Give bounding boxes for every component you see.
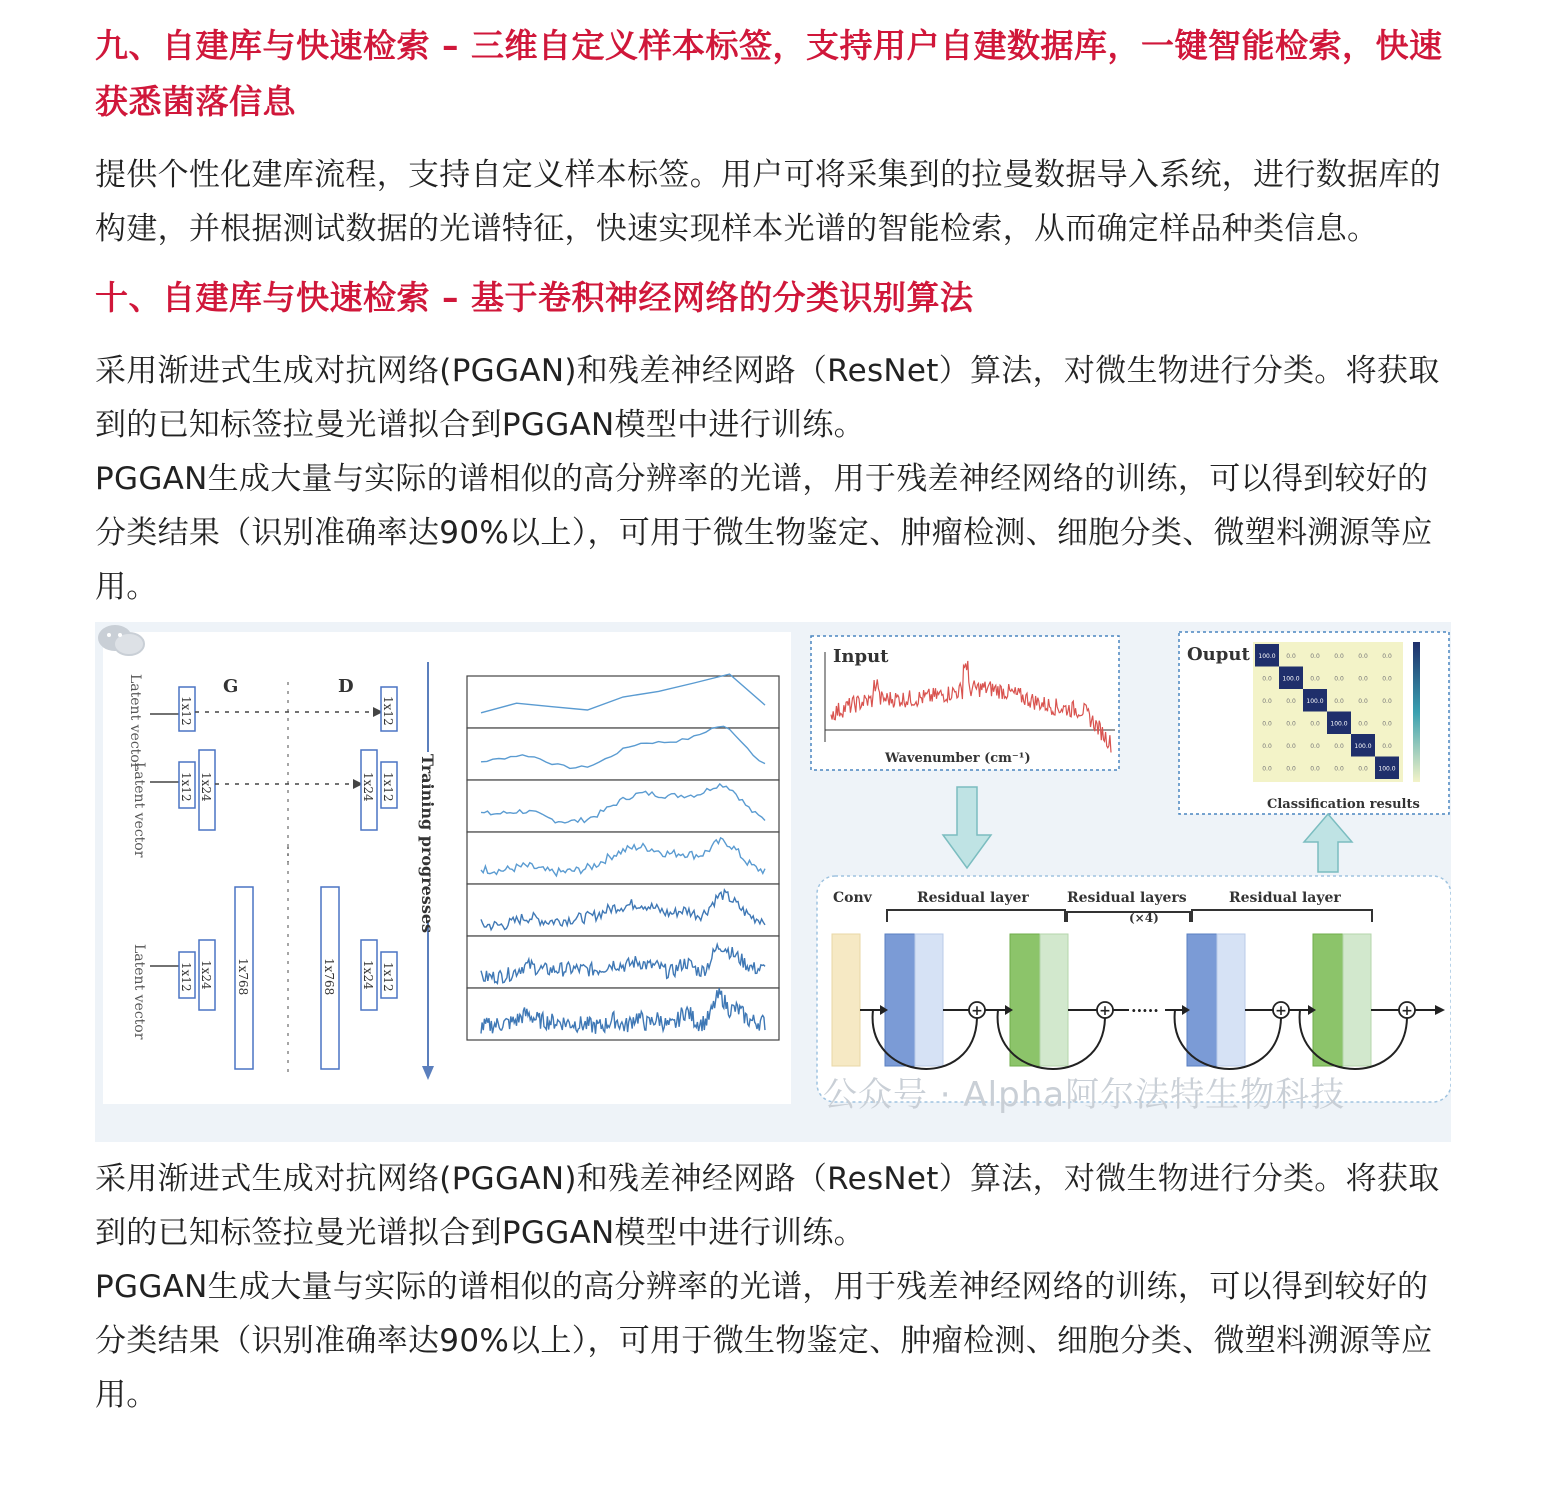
- conv-label: Conv: [833, 890, 872, 906]
- matrix-value: 100.0: [1282, 675, 1300, 683]
- size-1x12: 1x12: [381, 696, 395, 726]
- matrix-value: 100.0: [1306, 697, 1324, 705]
- matrix-value: 0.0: [1358, 765, 1368, 773]
- matrix-value: 100.0: [1258, 652, 1276, 660]
- matrix-value: 0.0: [1382, 742, 1392, 750]
- down-arrow-icon: [943, 787, 991, 868]
- algorithm-figure: [95, 622, 1451, 1142]
- matrix-value: 0.0: [1382, 720, 1392, 728]
- spectrum-frame: [467, 988, 779, 1040]
- matrix-value: 0.0: [1358, 697, 1368, 705]
- size-1x12: 1x12: [179, 696, 193, 726]
- after-figure-body-1: 采用渐进式生成对抗网络(PGGAN)和残差神经网路（ResNet）算法，对微生物进行分类。将获取到的已知标签拉曼光谱拟合到PGGAN模型中进行训练。: [95, 1161, 1440, 1251]
- after-figure-body-2: PGGAN生成大量与实际的谱相似的高分辨率的光谱，用于残差神经网络的训练，可以得到较好的分类结果（识别准确率达90%以上），可用于微生物鉴定、肿瘤检测、细胞分类、微塑料溯源等应用。: [95, 1269, 1433, 1413]
- latent-vector-label: Latent vector: [131, 944, 147, 1040]
- input-spectrum-panel: [811, 636, 1119, 770]
- matrix-value: 0.0: [1262, 765, 1272, 773]
- size-1x12: 1x12: [381, 962, 395, 992]
- spectrum-frame: [467, 780, 779, 832]
- matrix-value: 100.0: [1354, 742, 1372, 750]
- residual-layer-label: Residual layer: [1229, 890, 1341, 906]
- matrix-value: 0.0: [1310, 720, 1320, 728]
- size-1x24: 1x24: [361, 960, 375, 990]
- generated-spectra: [467, 674, 779, 1040]
- section-9-body: 提供个性化建库流程，支持自定义样本标签。用户可将采集到的拉曼数据导入系统，进行数据库的构建，并根据测试数据的光谱特征，快速实现样本光谱的智能检索，从而确定样品种类信息。: [95, 157, 1441, 247]
- matrix-value: 0.0: [1262, 675, 1272, 683]
- size-1x768: 1x768: [322, 958, 336, 996]
- d-label: D: [338, 676, 354, 697]
- matrix-value: 0.0: [1286, 742, 1296, 750]
- matrix-value: 100.0: [1378, 765, 1396, 773]
- training-progresses-label: Training progresses: [418, 754, 437, 934]
- matrix-value: 0.0: [1334, 675, 1344, 683]
- matrix-value: 0.0: [1286, 720, 1296, 728]
- size-1x12: 1x12: [381, 772, 395, 802]
- matrix-value: 0.0: [1310, 742, 1320, 750]
- matrix-value: 0.0: [1382, 652, 1392, 660]
- matrix-value: 0.0: [1358, 720, 1368, 728]
- size-1x12: 1x12: [179, 772, 193, 802]
- plus-icon: +: [1099, 1003, 1111, 1019]
- matrix-value: 0.0: [1358, 675, 1368, 683]
- residual-layer-label: Residual layer: [917, 890, 1029, 906]
- output-panel: [1179, 632, 1449, 814]
- spectrum-frame: [467, 728, 779, 780]
- section-9-heading: 九、自建库与快速检索 – 三维自定义样本标签，支持用户自建数据库，一键智能检索，快速获悉菌落信息: [95, 26, 1443, 121]
- latent-vector-label: Latent vector: [127, 674, 143, 770]
- wechat-icon: [95, 622, 147, 658]
- matrix-value: 0.0: [1262, 742, 1272, 750]
- watermark-text: 公众号 · Alpha阿尔法特生物科技: [823, 1075, 1346, 1115]
- matrix-value: 0.0: [1334, 765, 1344, 773]
- size-1x768: 1x768: [236, 958, 250, 996]
- matrix-value: 0.0: [1334, 652, 1344, 660]
- section-10-heading: 十、自建库与快速检索 – 基于卷积神经网络的分类识别算法: [95, 278, 974, 317]
- size-1x24: 1x24: [199, 772, 213, 802]
- matrix-value: 100.0: [1330, 720, 1348, 728]
- classification-results-label: Classification results: [1267, 797, 1420, 812]
- matrix-value: 0.0: [1334, 697, 1344, 705]
- matrix-value: 0.0: [1334, 742, 1344, 750]
- matrix-value: 0.0: [1286, 652, 1296, 660]
- matrix-value: 0.0: [1286, 765, 1296, 773]
- matrix-value: 0.0: [1382, 675, 1392, 683]
- matrix-value: 0.0: [1310, 652, 1320, 660]
- size-1x24: 1x24: [199, 960, 213, 990]
- output-label: Ouput: [1187, 644, 1250, 665]
- up-arrow-icon: [1304, 814, 1352, 872]
- input-label: Input: [833, 646, 889, 667]
- matrix-value: 0.0: [1286, 697, 1296, 705]
- wavenumber-label: Wavenumber (cm⁻¹): [885, 751, 1031, 766]
- matrix-value: 0.0: [1262, 720, 1272, 728]
- matrix-value: 0.0: [1310, 765, 1320, 773]
- plus-icon: +: [1275, 1003, 1287, 1019]
- size-1x12: 1x12: [179, 962, 193, 992]
- residual-layers-label: Residual layers: [1067, 890, 1187, 906]
- plus-icon: +: [1401, 1003, 1413, 1019]
- matrix-value: 0.0: [1382, 697, 1392, 705]
- section-10-body-1: 采用渐进式生成对抗网络(PGGAN)和残差神经网路（ResNet）算法，对微生物进行分类。将获取到的已知标签拉曼光谱拟合到PGGAN模型中进行训练。: [95, 353, 1440, 443]
- spectrum-frame: [467, 936, 779, 988]
- g-label: G: [223, 676, 239, 697]
- article-content: [95, 18, 1451, 1422]
- plus-icon: +: [971, 1003, 983, 1019]
- spectrum-frame: [467, 832, 779, 884]
- spectrum-frame: [467, 676, 779, 728]
- ellipsis-label: ·····: [1131, 1001, 1159, 1020]
- times-4-label: (×4): [1129, 911, 1159, 925]
- matrix-value: 0.0: [1310, 675, 1320, 683]
- size-1x24: 1x24: [361, 772, 375, 802]
- matrix-value: 0.0: [1262, 697, 1272, 705]
- section-10-body-2: PGGAN生成大量与实际的谱相似的高分辨率的光谱，用于残差神经网络的训练，可以得到较好的分类结果（识别准确率达90%以上），可用于微生物鉴定、肿瘤检测、细胞分类、微塑料溯源等应用。: [95, 461, 1433, 605]
- matrix-value: 0.0: [1358, 652, 1368, 660]
- latent-vector-label: Latent vector: [131, 762, 147, 858]
